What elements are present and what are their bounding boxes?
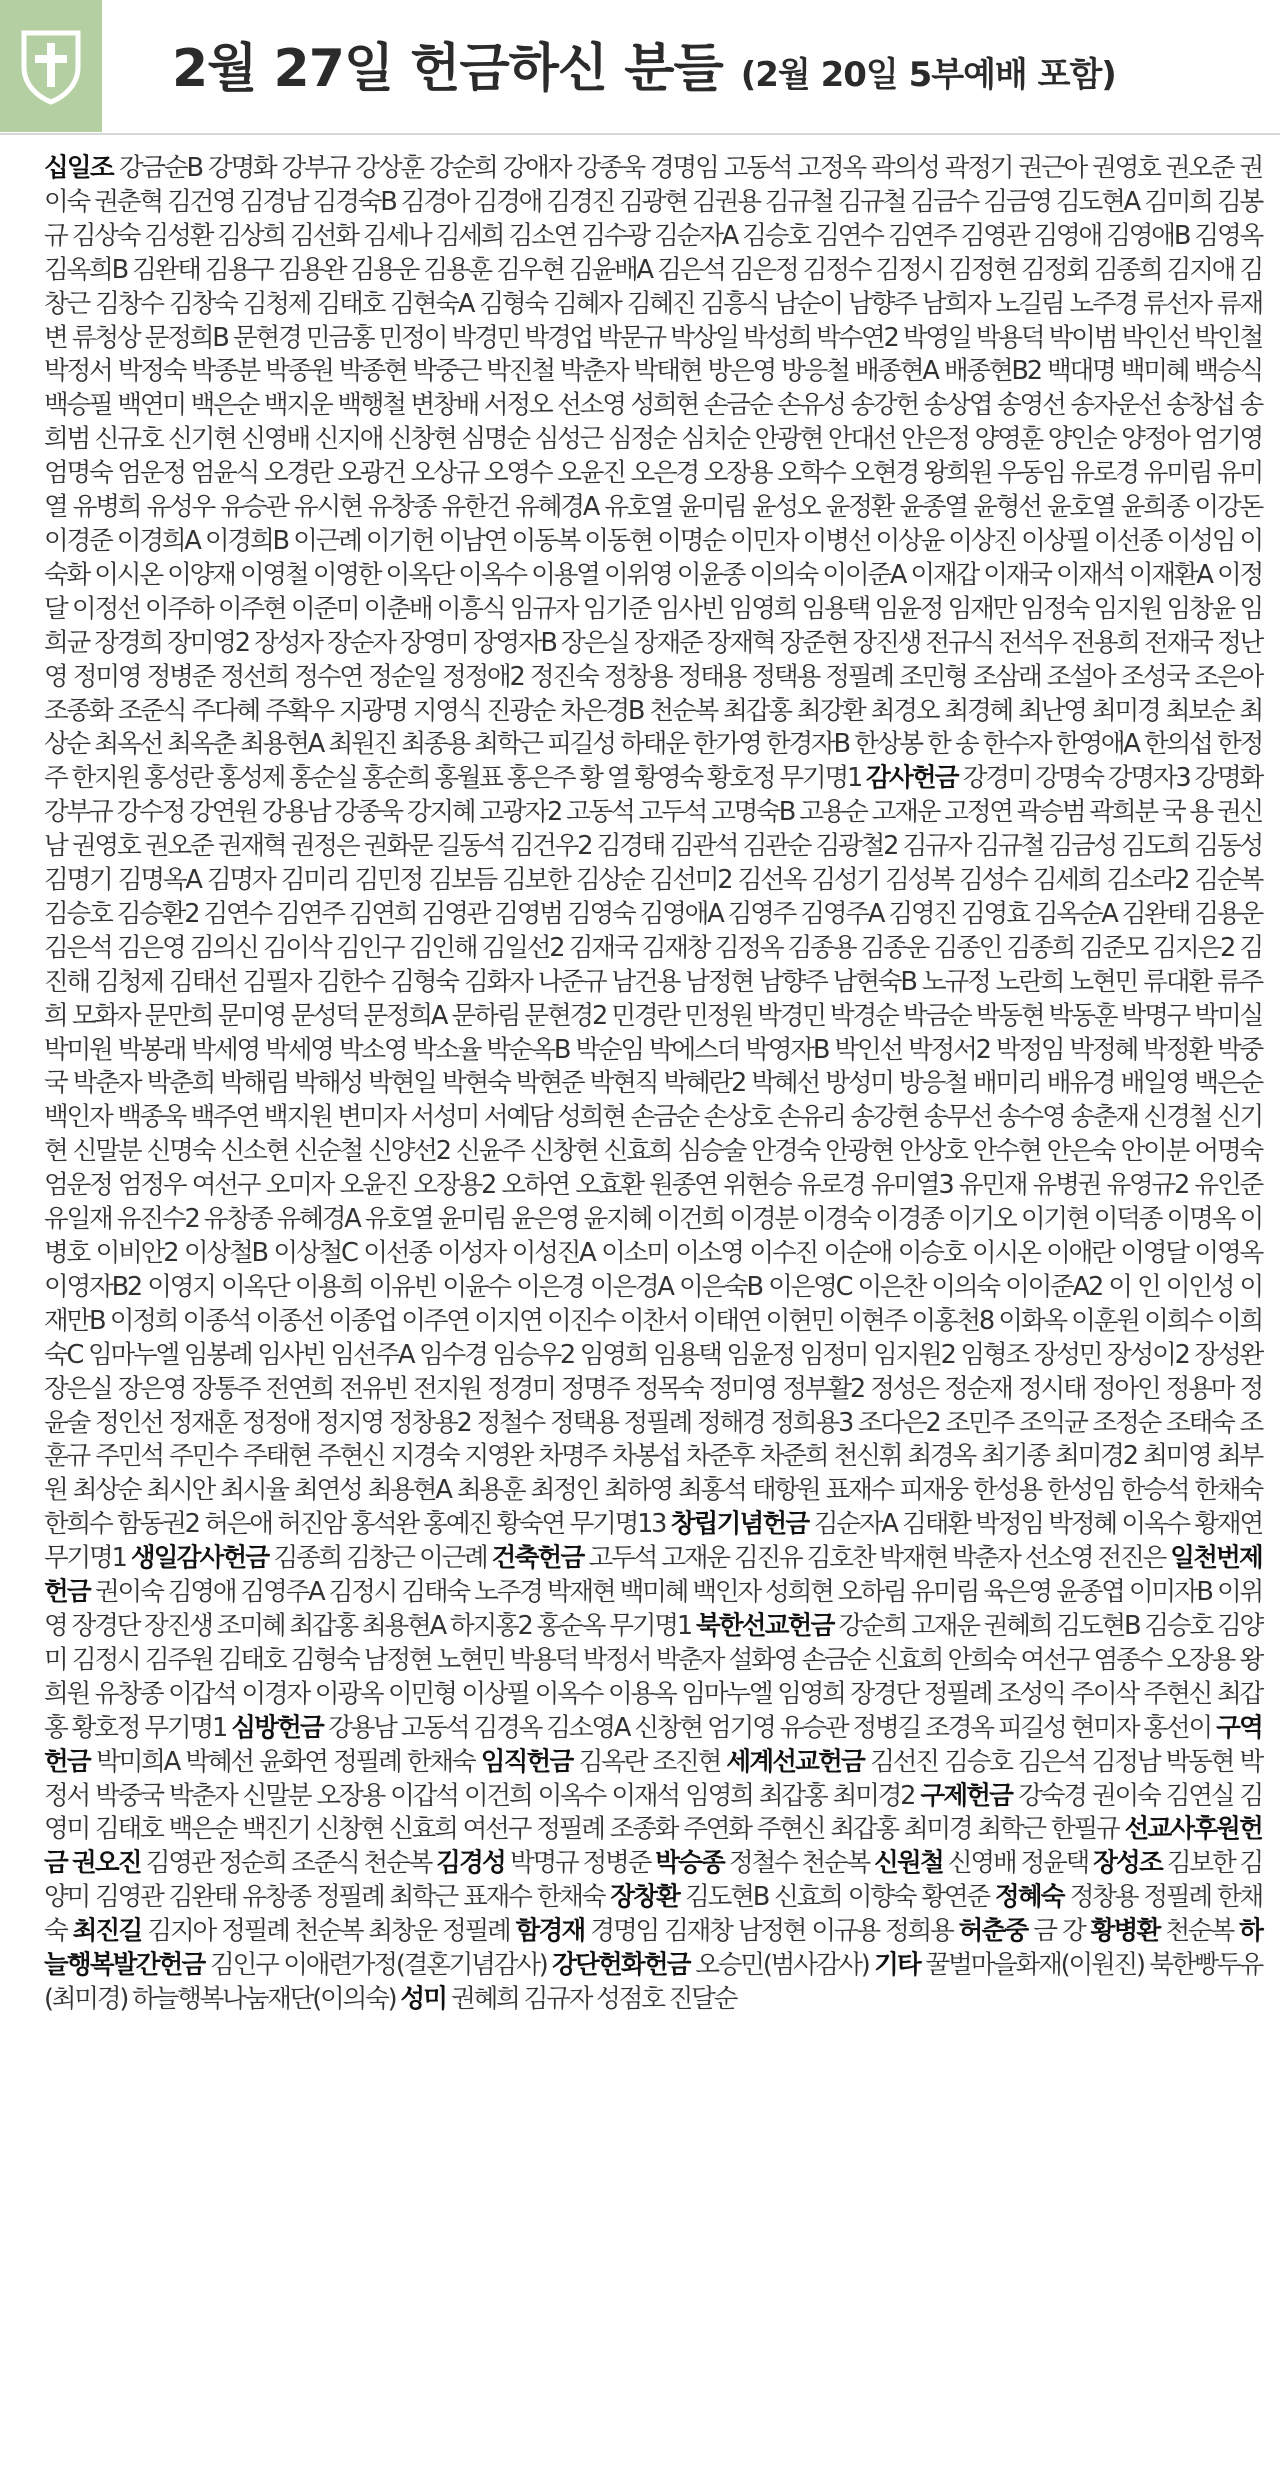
- header-divider: [0, 133, 1280, 135]
- offering-category-label: 황병환: [1090, 1916, 1160, 1947]
- donor-names: 신영배 정윤택: [942, 1848, 1094, 1879]
- page-subtitle: (2월 20일 5부예배 포함): [740, 55, 1116, 95]
- donor-names: 김종희 김창근 이근례: [268, 1543, 492, 1574]
- offering-category-label: 생일감사헌금: [130, 1543, 269, 1574]
- offering-category-label: 일천번제헌금: [44, 1543, 1262, 1608]
- donor-list: [44, 152, 1262, 2017]
- donor-names: 박명규 정병준: [504, 1848, 656, 1879]
- donor-names: 정창용 정필례 한채숙: [44, 1882, 1262, 1947]
- cross-shield-icon: [18, 27, 84, 105]
- offering-category-label: 장성조: [1093, 1848, 1162, 1879]
- offering-category-label: 허춘중: [958, 1916, 1028, 1947]
- donor-names: 강용남 고동석 김경옥 김소영A 신창현 엄기영 유승관 정병길 조경옥 피길성 현미자 홍선이: [322, 1712, 1217, 1743]
- offering-category-label: 최진길: [72, 1916, 142, 1947]
- offering-category-label: 강단헌화헌금: [552, 1950, 690, 1981]
- donor-names: 김옥란 조진현: [572, 1746, 727, 1777]
- offering-category-label: 선교사후원헌금: [44, 1814, 1262, 1879]
- donor-names: 금 강: [1027, 1916, 1091, 1947]
- donor-names: 천순복: [1159, 1916, 1240, 1947]
- offering-category-label: 감사헌금: [866, 763, 958, 794]
- offering-category-label: 하늘행복발간헌금: [44, 1916, 1263, 1981]
- offering-category-label: 북한선교헌금: [695, 1610, 834, 1641]
- donor-names: 김순자A 김태환 박정임 박정혜 이옥수 황재연 무기명1: [44, 1509, 1262, 1574]
- donor-names: 권혜희 김규자 성점호 진달순: [446, 1983, 737, 2014]
- offering-category-label: 성미: [400, 1983, 447, 2014]
- offering-category-label: 함경재: [515, 1916, 585, 1947]
- offering-category-label: 구역헌금: [44, 1712, 1262, 1777]
- donor-names: 김선진 김승호 김은석 김정남 박동현 박정서 박중국 박춘자 신말분 오장용 이갑석 이건희 이옥수 이재석 임영희 최갑홍 최미경2: [44, 1746, 1262, 1811]
- donor-names: 김인구 이애련가정(결혼기념감사): [204, 1950, 553, 1981]
- offering-category-label: 세계선교헌금: [726, 1746, 864, 1777]
- offering-category-label: 박승종: [655, 1848, 724, 1879]
- donor-names: 김영관 정순희 조준식 천순복: [140, 1848, 437, 1879]
- offering-category-label: 기타: [874, 1950, 920, 1981]
- donor-names: 김도현B 신효희 이향숙 황연준: [679, 1882, 995, 1913]
- donor-names: 경명임 김재창 남정현 이규용 정희용: [584, 1916, 959, 1947]
- donor-names: 권이숙 김영애 김영주A 김정시 김태숙 노주경 박재현 백미혜 백인자 성희현 오하림 유미림 육은영 윤종엽 이미자B 이위영 장경단 장진생 조미혜 최갑홍 최용현A 하지홍2 홍순옥 무기명1: [44, 1577, 1262, 1641]
- offering-category-label: 건축헌금: [491, 1543, 584, 1574]
- offering-category-label: 임직헌금: [480, 1746, 573, 1777]
- offering-category-label: 구제헌금: [920, 1780, 1013, 1811]
- offering-category-label: 장창환: [610, 1882, 680, 1913]
- offering-category-label: 창립기념헌금: [670, 1509, 809, 1540]
- donor-names: 오승민(범사감사): [689, 1950, 875, 1981]
- donor-names: 강금순B 강명화 강부규 강상훈 강순희 강애자 강종욱 경명임 고동석 고정옥 곽의성 곽정기 권근아 권영호 권오준 권이숙 권춘혁 김건영 김경남 김경숙B 김경아 김경애 김경진 김광현 김권용 김규철 김규철 김금수 김금영 김도현A 김미희 김봉규 김상숙 김성환 김상희 김선화 김세나 김세희 김소연 김수광 김순자A 김승호 김연수 김연주 김영관 김영애 김영애B 김영옥 김옥희B 김완태 김용구 김용완 김용운 김용훈 김우현 김윤배A 김은석 김은정 김정수 김정시 김정현 김정회 김종희 김지애 김창근 김창수 김창숙 김청제 김태호 김현숙A 김형숙 김혜자 김혜진 김흥식 남순이 남향주 남희자 노길림 노주경 류선자 류재변 류청상 문정희B 문현경 민금홍 민정이 박경민 박경업 박문규 박상일 박성희 박수연2 박영일 박용덕 박이범 박인선 박인철 박정서 박정숙 박종분 박종원 박종현 박중근 박진철 박춘자 박태현 방은영 방응철 배종현A 배종현B2 백대명 백미혜 백승식 백승필 백연미 백은순 백지운 백행철 변창배 서정오 선소영 성희현 손금순 손유성 송강헌 송상엽 송영선 송자운선 송창섭 송희범 신규호 신기현 신영배 신지애 신창현 심명순 심성근 심정순 심치순 안광현 안대선 안은정 양영훈 양인순 양정아 엄기영 엄명숙 엄운정 엄윤식 오경란 오광건 오상규 오영수 오윤진 오은경 오장용 오학수 오현경 왕희원 우동임 유로경 유미림 유미열 유병희 유성우 유승관 유시현 유창종 유한건 유혜경A 유호열 윤미림 윤성오 윤정환 윤종열 윤형선 윤호열 윤희종 이강돈 이경준 이경희A 이경희B 이근례 이기헌 이남연 이동복 이동현 이명순 이민자 이병선 이상윤 이상진 이상필 이선종 이성임 이숙화 이시온 이양재 이영철 이영한 이옥단 이옥수 이용열 이위영 이윤종 이의숙 이이준A 이재갑 이재국 이재석 이재환A 이정달 이정선 이주하 이주현 이준미 이춘배 이흥식 임규자 임기준 임사빈 임영희 임용택 임윤정 임재만 임정숙 임지원 임창윤 임희균 장경희 장미영2 장성자 장순자 장영미 장영자B 장은실 장재준 장재혁 장준현 장진생 전규식 전석우 전용희 전재국 정난영 정미영 정병준 정선희 정수연 정순일 정정애2 정진숙 정창용 정태용 정택용 정필례 조민형 조삼래 조설아 조성국 조은아 조종화 조준식 주다혜 주확우 지광명 지영식 진광순 차은경B 천순복 최갑홍 최강환 최경오 최경혜 최난영 최미경 최보순 최상순 최옥선 최옥춘 최용현A 최원진 최종용 최학근 피길성 하태운 한가영 한경자B 한상봉 한 송 한수자 한영애A 한의섭 한정주 한지원 홍성란 홍성제 홍순실 홍순희 홍월표 홍은주 황 열 황영숙 황호정 무기명1: [44, 153, 1262, 794]
- donor-names: 박미희A 박혜선 윤화연 정필례 한채숙: [89, 1746, 481, 1777]
- offering-category-label: 십일조: [44, 153, 113, 183]
- offering-category-label: 김경성: [436, 1848, 505, 1879]
- donor-names: 정철수 천순복: [723, 1848, 875, 1879]
- title-block: [172, 26, 1116, 106]
- offering-category-label: 신원철: [874, 1848, 943, 1879]
- page-title: 2월 27일 헌금하신 분들: [172, 39, 723, 99]
- church-logo: [0, 0, 102, 132]
- donor-names: 김지아 정필례 천순복 최창운 정필례: [141, 1916, 516, 1947]
- donor-names: 강숙경 권이숙 김연실 김영미 김태호 백은순 백진기 신창현 신효희 여선구 정필례 조종화 주연화 주현신 최갑홍 최미경 최학근 한필규: [44, 1780, 1262, 1845]
- page-header: [0, 0, 1280, 132]
- donor-names: 강순희 고재운 권혜희 김도현B 김승호 김양미 김정시 김주원 김태호 김형숙 남정현 노현민 박용덕 박정서 박춘자 설화영 손금순 신효희 안희숙 여선구 염종수 오장용 왕희원 유창종 이갑석 이경자 이광옥 이민형 이상필 이옥수 이용옥 임마누엘 임영희 장경단 정필례 조성익 주이삭 주현신 최갑홍 황호정 무기명1: [44, 1610, 1263, 1743]
- donor-names: 꿀벌마을화재(이원진) 북한빵두유(최미경) 하늘행복나눔재단(이의숙): [44, 1950, 1262, 2014]
- offering-category-label: 정혜숙: [994, 1882, 1064, 1913]
- donor-names: 김보한 김양미 김영관 김완태 유창종 정필례 최학근 표재수 한채숙: [44, 1848, 1263, 1913]
- offering-category-label: 권오진: [71, 1848, 141, 1879]
- donor-names: 강경미 강명숙 강명자3 강명화 강부규 강수정 강연원 강용남 강종욱 강지혜 고광자2 고동석 고두석 고명숙B 고용순 고재운 고정연 곽승범 곽희분 국 용 권신남 권영호 권오준 권재혁 권정은 권화문 길동석 김건우2 김경태 김관석 김관순 김광철2 김규자 김규철 김금성 김도희 김동성 김명기 김명옥A 김명자 김미리 김민정 김보듬 김보한 김상순 김선미2 김선옥 김성기 김성복 김성수 김세희 김소라2 김순복 김승호 김승환2 김연수 김연주 김연희 김영관 김영범 김영숙 김영애A 김영주 김영주A 김영진 김영효 김옥순A 김완태 김용운 김은석 김은영 김의신 김이삭 김인구 김인해 김일선2 김재국 김재창 김정옥 김종용 김종운 김종인 김종희 김준모 김지은2 김진해 김청제 김태선 김필자 김한수 김형숙 김화자 나준규 남건용 남정현 남향주 남현숙B 노규정 노란희 노현민 류대환 류주희 모화자 문만희 문미영 문성덕 문정희A 문하림 문현경2 민경란 민정원 박경민 박경순 박금순 박동현 박동훈 박명구 박미실 박미원 박봉래 박세영 박세영 박소영 박소율 박순옥B 박순임 박에스더 박영자B 박인선 박정서2 박정임 박정혜 박정환 박중국 박춘자 박춘희 박해림 박해성 박현일 박현숙 박현준 박현직 박혜란2 박혜선 방성미 방응철 배미리 배유경 배일영 백은순 백인자 백종욱 백주연 백지원 변미자 서성미 서예담 성희현 손금순 손상호 손유리 송강현 송무선 송수영 송춘재 신경철 신기현 신말분 신명숙 신소현 신순철 신양선2 신윤주 신창현 신효희 심승술 안경숙 안광현 안상호 안수현 안은숙 안이분 어명숙 엄운정 엄정우 여선구 오미자 오윤진 오장용2 오하연 오효환 원종연 위현승 유로경 유미열3 유민재 유병권 유영규2 유인준 유일재 유진수2 유창종 유혜경A 유호열 윤미림 윤은영 윤지혜 이건희 이경분 이경숙 이경종 이기오 이기현 이덕종 이명옥 이병호 이비안2 이상철B 이상철C 이선종 이성자 이성진A 이소미 이소영 이수진 이순애 이승호 이시온 이애란 이영달 이영옥 이영자B2 이영지 이옥단 이용희 이유빈 이윤수 이은경 이은경A 이은숙B 이은영C 이은찬 이의숙 이이준A2 이 인 이인성 이재만B 이정희 이종석 이종선 이종업 이주연 이지연 이진수 이찬서 이태연 이현민 이현주 이홍천8 이화옥 이훈원 이희수 이희숙C 임마누엘 임봉례 임사빈 임선주A 임수경 임승우2 임영희 임용택 임윤정 임정미 임지원2 임형조 장성민 장성이2 장성완 장은실 장은영 장통주 전연희 전유빈 전지원 정경미 정명주 정목숙 정미영 정부활2 정성은 정순재 정시태 정아인 정용마 정윤술 정인선 정재훈 정정애 정지영 정창용2 정철수 정택용 정필례 정해경 정희용3 조다은2 조민주 조익균 조정순 조태숙 조훈규 주민석 주민수 주태현 주현신 지경숙 지영완 차명주 차봉섭 차준후 차준희 천신휘 최경옥 최기종 최미경2 최미영 최부원 최상순 최시안 최시율 최연성 최용현A 최용훈 최정인 최하영 최홍석 태항원 표재수 피재웅 한성용 한성임 한승석 한채숙 한희수 함동권2 허은애 허진암 홍석완 홍예진 황숙연 무기명13: [44, 763, 1262, 1540]
- offering-category-label: 심방헌금: [231, 1712, 323, 1743]
- donor-names: 고두석 고재운 김진유 김호찬 박재현 박춘자 선소영 전진은: [583, 1543, 1171, 1574]
